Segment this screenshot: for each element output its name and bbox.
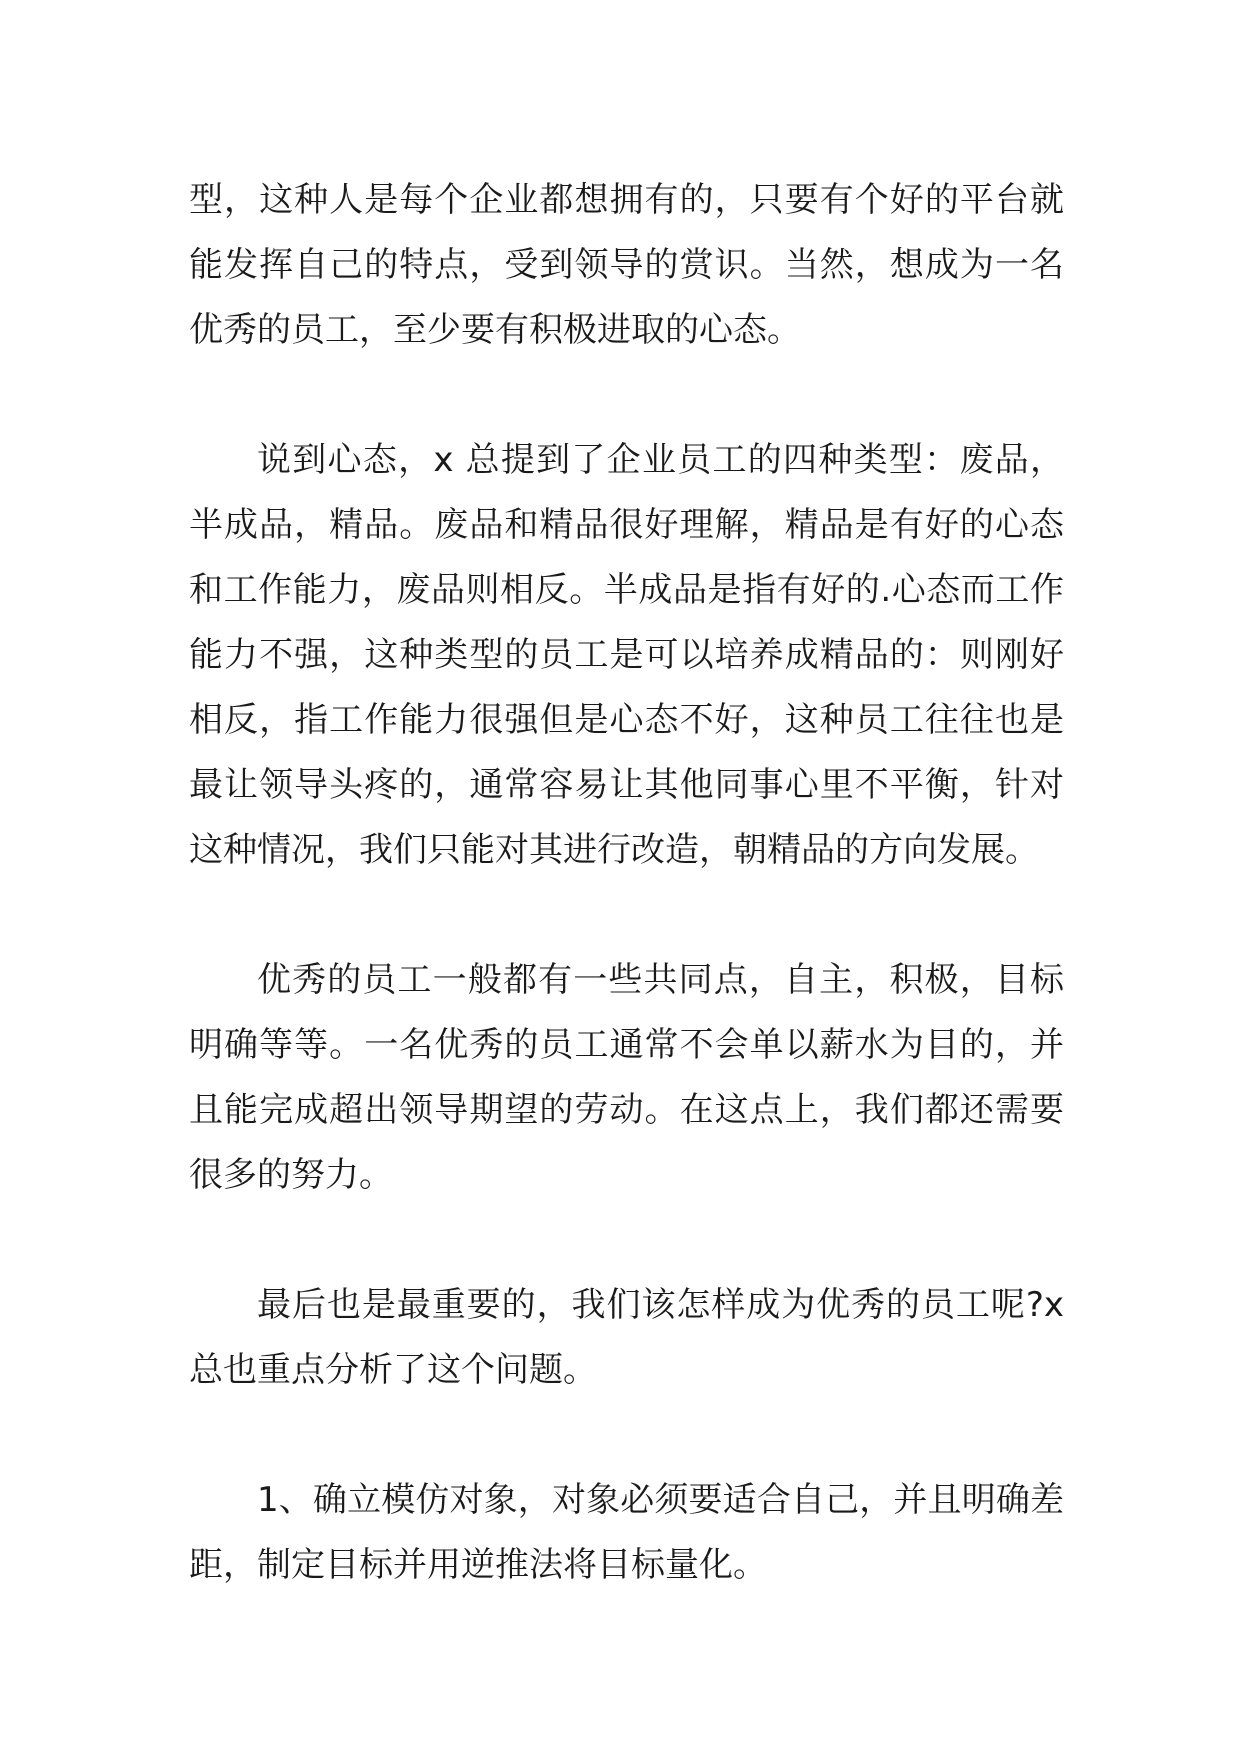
paragraph-4: 最后也是最重要的，我们该怎样成为优秀的员工呢?x总也重点分析了这个问题。: [189, 1285, 1064, 1390]
document-body: [189, 168, 1064, 1598]
paragraph-3: 优秀的员工一般都有一些共同点，自主，积极，目标明确等等。一名优秀的员工通常不会单以薪水为目的，并且能完成超出领导期望的劳动。在这点上，我们都还需要很多的努力。: [189, 960, 1064, 1195]
paragraph-2: 说到心态，x 总提到了企业员工的四种类型：废品，半成品，精品。废品和精品很好理解，精品是有好的心态和工作能力，废品则相反。半成品是指有好的.心态而工作能力不强，这种类型的员工是可以培养成精品的：则刚好相反，指工作能力很强但是心态不好，这种员工往往也是最让领导头疼的，通常容易让其他同事心里不平衡，针对这种情况，我们只能对其进行改造，朝精品的方向发展。: [189, 440, 1064, 870]
paragraph-5: 1、确立模仿对象，对象必须要适合自己，并且明确差距，制定目标并用逆推法将目标量化。: [189, 1480, 1064, 1585]
paragraph-1: 型，这种人是每个企业都想拥有的，只要有个好的平台就能发挥自己的特点，受到领导的赏识。当然，想成为一名优秀的员工，至少要有积极进取的心态。: [189, 180, 1064, 350]
